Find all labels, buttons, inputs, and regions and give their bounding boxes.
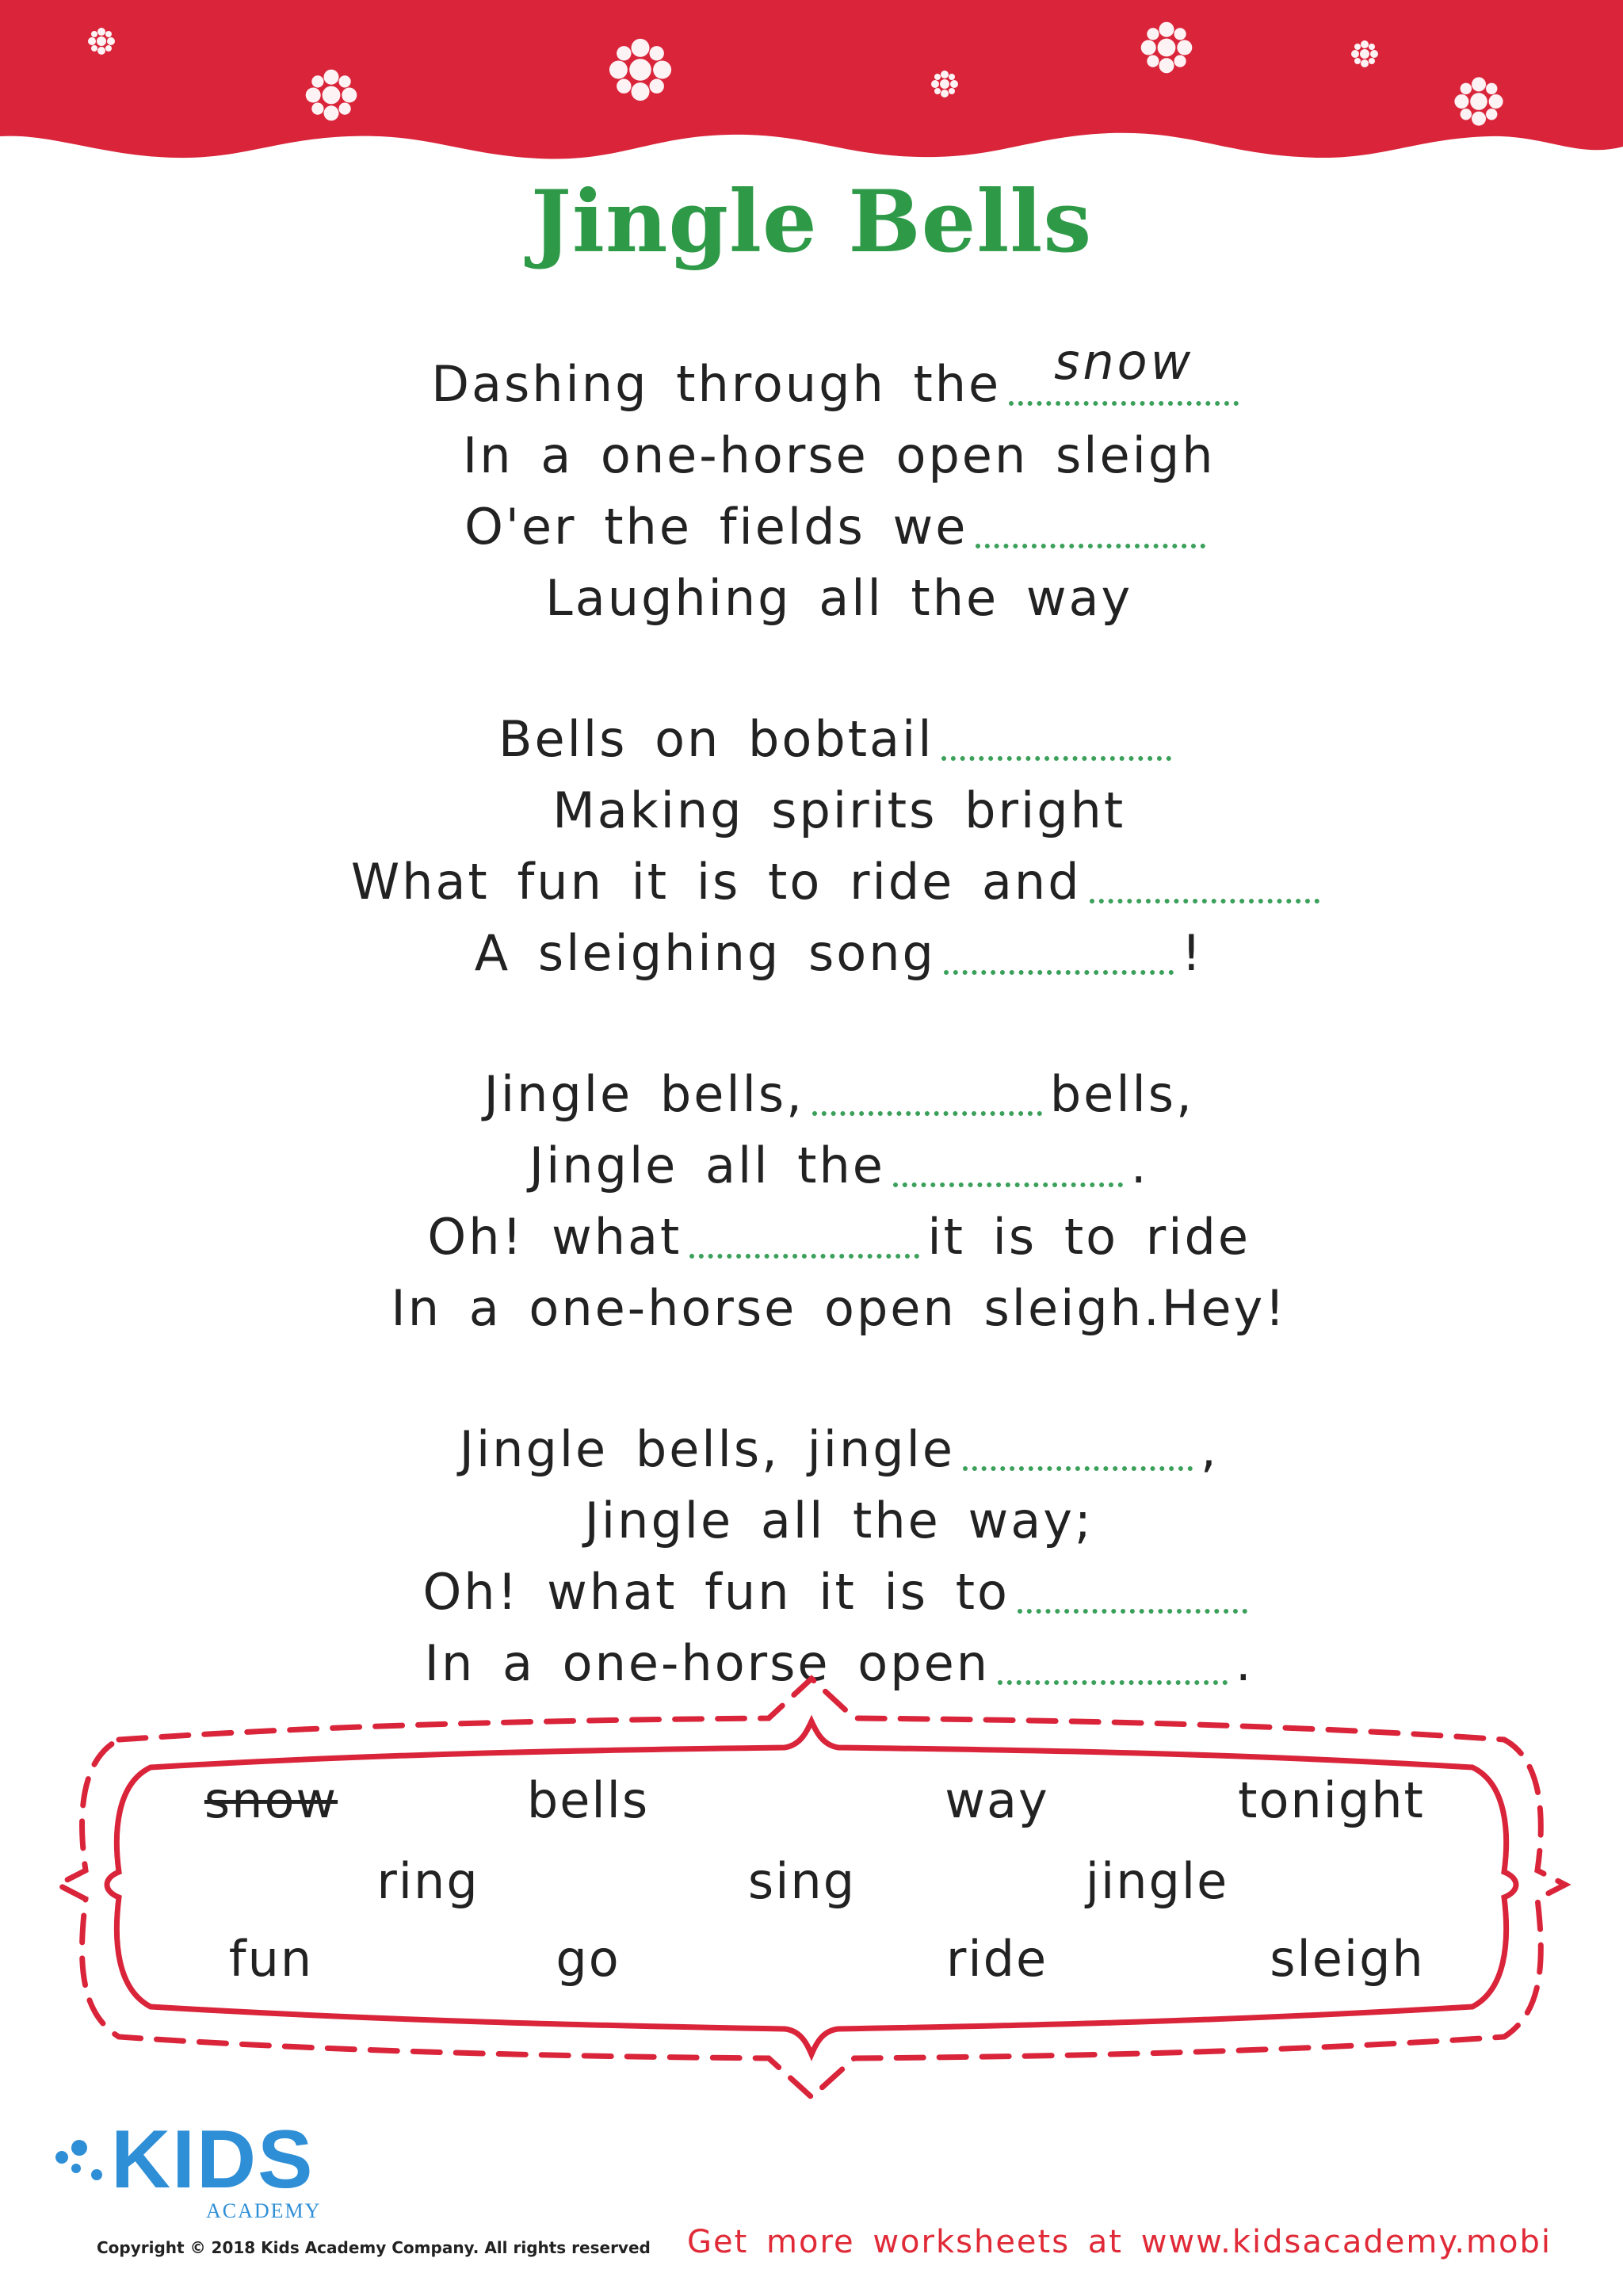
word-bank-item[interactable]: fun [228,1930,314,1988]
lyric-text: Jingle all the [529,1137,885,1194]
lyric-text: Jingle bells, [483,1065,804,1123]
word-bank-item[interactable]: jingle [1085,1852,1229,1910]
lyric-text: Oh! what [427,1208,682,1266]
lyric-line [0,1201,1623,1344]
lyric-text: Laughing all the way [545,569,1133,627]
more-worksheets-link[interactable]: Get more worksheets at www.kidsacademy.mobi [687,2224,1552,2260]
banner-wave [0,0,1623,159]
lyric-text: . [1130,1137,1149,1194]
lyric-text: In a one-horse open sleigh [462,426,1216,484]
handwritten-answer: snow [1054,333,1194,391]
kids-academy-logo[interactable] [48,2092,349,2223]
lyric-text: ! [1181,924,1204,982]
logo-splash [91,2169,102,2180]
worksheet-title: Jingle Bells [530,172,1093,272]
logo-splash [71,2164,81,2173]
word-bank-item[interactable]: bells [526,1771,650,1829]
lyric-text: Jingle bells, jingle [459,1420,956,1478]
lyric-line [0,846,1623,989]
lyric-text: What fun it is to ride and [350,853,1082,911]
lyric-line [0,491,1623,634]
word-bank-item[interactable]: go [556,1930,621,1988]
logo-splash [55,2151,68,2164]
word-bank-item[interactable]: snow [204,1771,338,1829]
answer-blank[interactable] [944,923,1174,975]
word-bank-item[interactable]: tonight [1238,1771,1425,1829]
copyright-text: Copyright © 2018 Kids Academy Company. All rights reserved [97,2238,651,2257]
lyric-text: Dashing through the [431,355,1002,413]
word-bank-item[interactable]: sing [747,1852,857,1910]
lyric-text: Making spirits bright [552,781,1126,839]
lyric-text: O'er the fields we [464,498,968,556]
header-banner [0,0,1623,182]
lyric-text: bells, [1049,1065,1194,1123]
word-bank-item[interactable]: sleigh [1270,1930,1425,1988]
word-bank-item[interactable]: way [945,1771,1049,1829]
logo-splash [71,2140,87,2156]
lyric-text: A sleighing song [474,924,936,982]
lyric-text: , [1201,1420,1219,1478]
lyric-text: In a one-horse open [424,1634,991,1692]
logo-brand-text: KIDS [111,2114,315,2206]
lyric-text: Bells on bobtail [498,710,934,768]
lyric-text: Oh! what fun it is to [422,1563,1010,1621]
lyric-text: . [1235,1634,1254,1692]
lyric-text: Jingle all the way; [584,1492,1094,1549]
word-bank-item[interactable]: ride [945,1930,1048,1988]
word-bank-item[interactable]: ring [376,1852,479,1910]
logo-sub-text: ACADEMY [206,2199,322,2222]
lyric-text: it is to ride [927,1208,1251,1266]
lyric-text: In a one-horse open sleigh.Hey! [391,1279,1288,1337]
